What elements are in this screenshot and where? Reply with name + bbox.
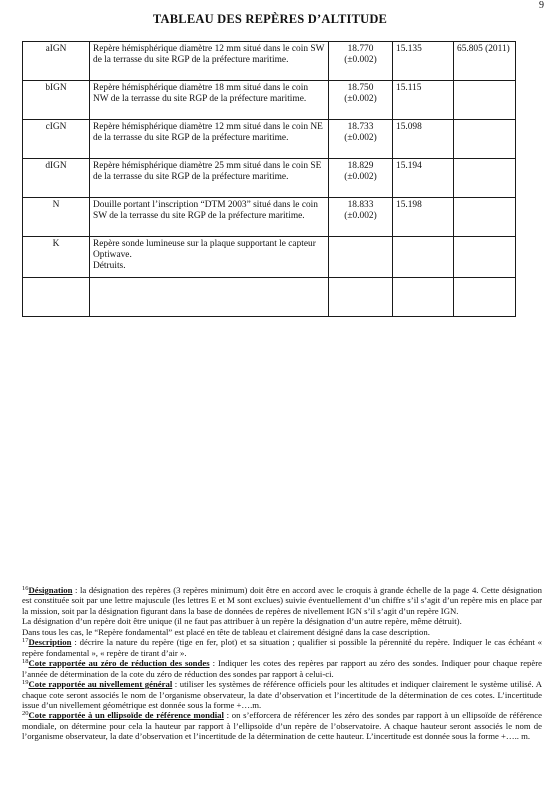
footnote-number: 20 (22, 710, 29, 718)
footnote-text: : utiliser les systèmes de référence officiels pour les altitudes et indiquer clairement le système utilisé. A chaque cote seront associés le nom de l’organisme observateur, la date d’observation et l’incertitude de la détermination de ces cotes. L’incertitude issue d’un nivellement géométrique est donnée sous la forme +….m. (22, 679, 543, 710)
page-number: 9 (539, 0, 544, 11)
height-general-levelling (393, 237, 454, 278)
footnote-term: Désignation (28, 585, 73, 595)
footnote-term: Cote rapportée au zéro de réduction des sondes (28, 658, 210, 669)
footnote-text: : décrire la nature du repère (tige en fer, plot) et sa situation ; qualifier si possible la pérennité du repère. Indiquer le cas échéant « repère fondamental », « repère de tirant d’air ». (22, 637, 542, 658)
height-zero-sondes-cell (329, 42, 393, 81)
footnote-text: : on s’efforcera de référencer les zéro des sondes par rapport à un ellipsoïde de référence mondiale, on détermine pour cela la hauteur par rapport à l’ellipsoïde d’un repère de l’observatoire. A chaque hauteur seront associés le nom de l’organisme observateur, la date d’observation et l’incertitude de la détermination de cette hauteur. L’incertitude est donnée sous la forme +….. m. (22, 710, 542, 742)
footnote-16-extra: Dans tous les cas, le “Repère fondamental” est placé en tête de tableau et clairement désigné dans la case description. (22, 626, 430, 637)
height-general-levelling: 15.115 (393, 81, 454, 120)
height-ellipsoid (454, 120, 516, 159)
benchmark-id: aIGN (23, 42, 90, 81)
footnote-term: Cote rapportée au nivellement général (28, 679, 173, 690)
footnote-text: : la désignation des repères (3 repères minimum) doit être en accord avec le croquis à grande échelle de la page 4. Cette désignation est constituée soit par une lettre majuscule (les lettres E et M sont exclues) suivie éventuellement d’un chiffre s’il s’agit d’un repère mis en place par la mission, soit par la désignation figurant dans la base de données de repères de nivellement IGN s’il s’agit d’un repère IGN. (22, 585, 542, 616)
height-general-levelling: 15.098 (393, 120, 454, 159)
height-uncertainty: (±0.002) (344, 211, 377, 221)
height-value: 18.733 (347, 122, 374, 132)
benchmark-id: K (23, 237, 90, 278)
benchmark-description-cell (90, 237, 329, 278)
footnote-20 (22, 710, 542, 741)
height-uncertainty: (±0.002) (344, 172, 377, 182)
footnote-17 (22, 637, 542, 658)
height-uncertainty: (±0.002) (344, 55, 377, 65)
table-row (23, 159, 516, 198)
height-zero-sondes-cell (329, 198, 393, 237)
height-ellipsoid (454, 237, 516, 278)
height-value: 18.750 (347, 83, 374, 93)
benchmark-description: Repère hémisphérique diamètre 25 mm situé dans le coin SE de la terrasse du site RGP de la préfecture maritime. (90, 159, 329, 198)
height-uncertainty: (±0.002) (344, 133, 377, 143)
height-ellipsoid (454, 159, 516, 198)
height-general-levelling: 15.194 (393, 159, 454, 198)
table-row (23, 198, 516, 237)
footnotes (22, 585, 542, 742)
height-ellipsoid (454, 278, 516, 317)
benchmark-id: N (23, 198, 90, 237)
footnote-term: Cote rapportée à un ellipsoïde de référence mondial (28, 710, 224, 721)
footnote-16-extra: La désignation d’un repère doit être unique (il ne faut pas attribuer à un repère la désignation d’un autre repère, même détruit). (22, 616, 462, 627)
height-zero-sondes-cell (329, 237, 393, 278)
height-zero-sondes-cell (329, 278, 393, 317)
height-zero-sondes-cell (329, 159, 393, 198)
benchmark-description: Repère sonde lumineuse sur la plaque supportant le capteur Optiwave. (93, 239, 316, 260)
height-general-levelling: 15.135 (393, 42, 454, 81)
footnote-19 (22, 679, 542, 710)
height-value: 18.829 (347, 161, 374, 171)
footnote-16 (22, 585, 542, 616)
height-value: 18.833 (347, 200, 374, 210)
height-general-levelling: 15.198 (393, 198, 454, 237)
footnote-text: : Indiquer les cotes des repères par rapport au zéro des sondes. Indiquer pour chaque repère l’année de détermination de la cote du zéro de réduction des sondes par rapport à celui-ci. (22, 658, 542, 679)
height-zero-sondes-cell (329, 120, 393, 159)
height-ellipsoid (454, 198, 516, 237)
height-ellipsoid (454, 81, 516, 120)
footnote-number: 17 (22, 637, 29, 645)
benchmark-status: Détruits. (93, 261, 126, 271)
height-ellipsoid: 65.805 (2011) (454, 42, 516, 81)
height-uncertainty: (±0.002) (344, 94, 377, 104)
footnote-number: 18 (22, 658, 29, 666)
table-row (23, 278, 516, 317)
benchmark-id: cIGN (23, 120, 90, 159)
table-row (23, 42, 516, 81)
height-value: 18.770 (347, 44, 374, 54)
footnote-number: 16 (22, 585, 29, 592)
benchmark-description (90, 278, 329, 317)
benchmark-description: Douille portant l’inscription “DTM 2003” situé dans le coin SW de la terrasse du site RGP de la préfecture maritime. (90, 198, 329, 237)
height-general-levelling (393, 278, 454, 317)
benchmark-id: dIGN (23, 159, 90, 198)
height-zero-sondes-cell (329, 81, 393, 120)
footnote-term: Description (28, 637, 72, 648)
benchmark-id (23, 278, 90, 317)
benchmark-description: Repère hémisphérique diamètre 12 mm situé dans le coin SW de la terrasse du site RGP de la préfecture maritime. (90, 42, 329, 81)
page-title: TABLEAU DES REPÈRES D’ALTITUDE (152, 12, 388, 26)
benchmark-description: Repère hémisphérique diamètre 12 mm situé dans le coin NE de la terrasse du site RGP de la préfecture maritime. (90, 120, 329, 159)
table-row (23, 237, 516, 278)
table-row (23, 120, 516, 159)
benchmark-id: bIGN (23, 81, 90, 120)
benchmark-table (22, 41, 516, 317)
footnote-number: 19 (22, 679, 29, 687)
table-row (23, 81, 516, 120)
benchmark-description: Repère hémisphérique diamètre 18 mm situé dans le coin NW de la terrasse du site RGP de la préfecture maritime. (90, 81, 329, 120)
footnote-18 (22, 658, 542, 679)
